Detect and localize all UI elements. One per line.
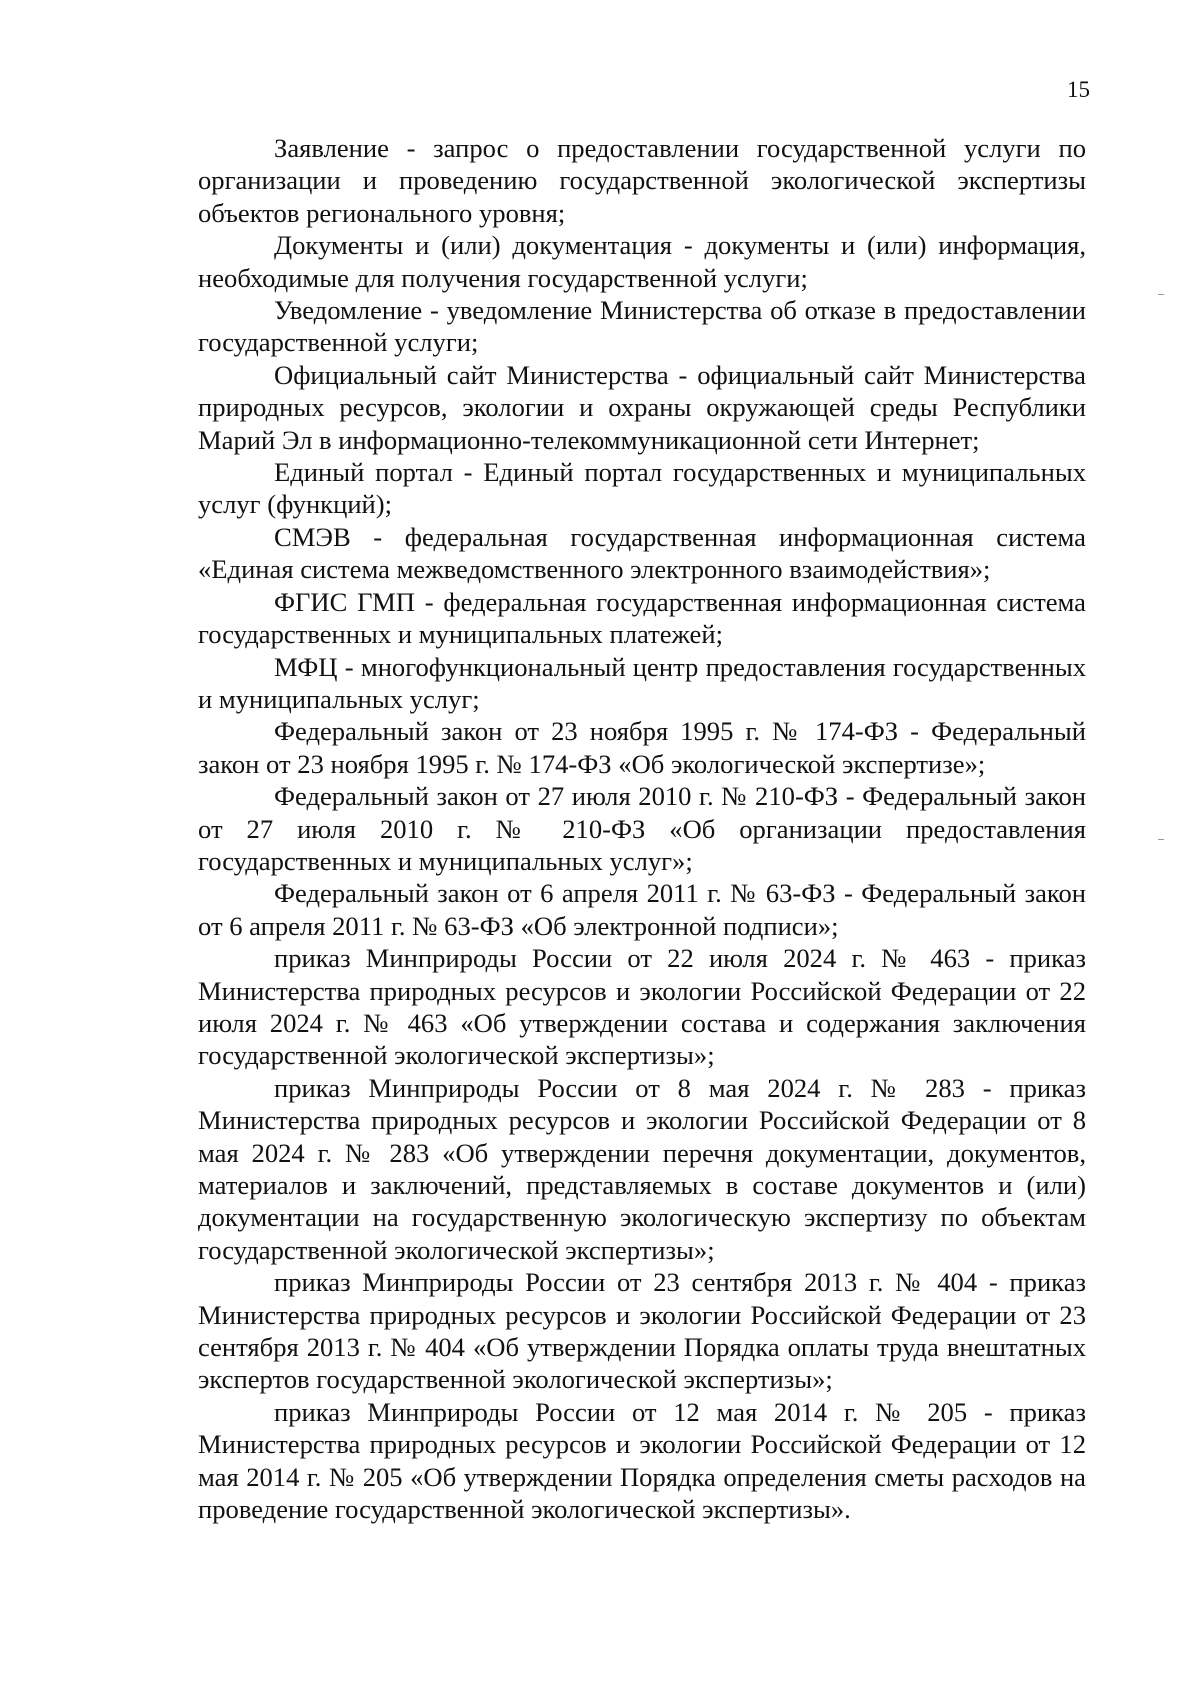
definition-order-463: приказ Минприроды России от 22 июля 2024 г. № 463 - приказ Министерства природных ресурсов и экологии Российской Федерации от 22 июля 2024 г. № 463 «Об утверждении состава и содержания заключения государственной экологической экспертизы»; [198, 943, 1086, 1071]
definition-law-210fz: Федеральный закон от 27 июля 2010 г. № 210-ФЗ - Федеральный закон от 27 июля 2010 г. № 210-ФЗ «Об организации предоставления государственных и муниципальных услуг»; [198, 781, 1086, 876]
page-number: 15 [1067, 77, 1090, 102]
scan-margin-mark [1158, 839, 1164, 840]
definition-law-174fz: Федеральный закон от 23 ноября 1995 г. № 174-ФЗ - Федеральный закон от 23 ноября 1995 г. № 174-ФЗ «Об экологической экспертизе»; [198, 716, 1086, 779]
definition-application: Заявление - запрос о предоставлении государственной услуги по организации и проведению государственной экологической экспертизы объектов регионального уровня; [198, 133, 1086, 228]
definition-notification: Уведомление - уведомление Министерства об отказе в предоставлении государственной услуги; [198, 295, 1086, 358]
definition-smev: СМЭВ - федеральная государственная информационная система «Единая система межведомственного электронного взаимодействия»; [198, 521, 1086, 585]
definition-fgis-gmp: ФГИС ГМП - федеральная государственная информационная система государственных и муниципальных платежей; [198, 586, 1086, 650]
definition-mfc: МФЦ - многофункциональный центр предоставления государственных и муниципальных услуг; [198, 651, 1086, 714]
definition-order-205: приказ Минприроды России от 12 мая 2014 г. № 205 - приказ Министерства природных ресурсов и экологии Российской Федерации от 12 мая 2014 г. № 205 «Об утверждении Порядка определения сметы расходов на проведение государственной экологической экспертизы». [198, 1396, 1086, 1525]
definition-documents: Документы и (или) документация - документы и (или) информация, необходимые для получения государственной услуги; [198, 230, 1086, 293]
definition-official-site: Официальный сайт Министерства - официальный сайт Министерства природных ресурсов, экологии и охраны окружающей среды Республики Марий Эл в информационно-телекоммуникационной сети Интернет; [198, 359, 1086, 455]
definition-unified-portal: Единый портал - Единый портал государственных и муниципальных услуг (функций); [198, 457, 1086, 520]
definition-order-404: приказ Минприроды России от 23 сентября 2013 г. № 404 - приказ Министерства природных ресурсов и экологии Российской Федерации от 23 сентября 2013 г. № 404 «Об утверждении Порядка оплаты труда внештатных экспертов государственной экологической экспертизы»; [198, 1267, 1086, 1395]
definition-law-63fz: Федеральный закон от 6 апреля 2011 г. № 63-ФЗ - Федеральный закон от 6 апреля 2011 г. № 63-ФЗ «Об электронной подписи»; [198, 878, 1086, 941]
scan-margin-mark [1158, 294, 1164, 295]
definition-order-283: приказ Минприроды России от 8 мая 2024 г. № 283 - приказ Министерства природных ресурсов и экологии Российской Федерации от 8 мая 2024 г. № 283 «Об утверждении перечня документации, документов, материалов и заключений, представляемых в составе документов и (или) документации на государственную экологическую экспертизу по объектам государственной экологической экспертизы»; [198, 1072, 1086, 1265]
document-body [198, 132, 1086, 1525]
